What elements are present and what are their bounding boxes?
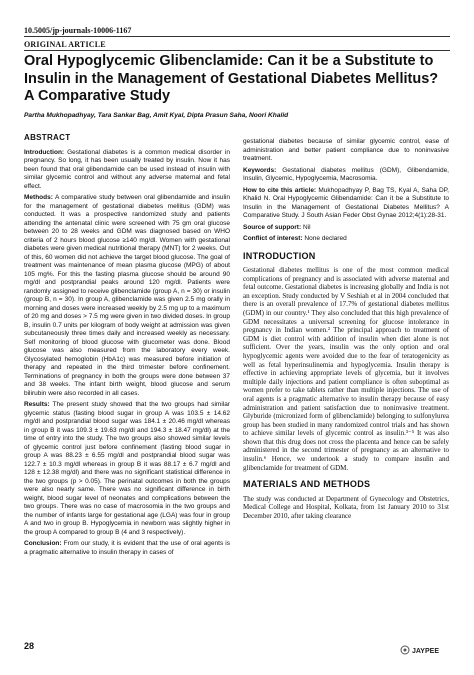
abstract-results: [24, 401, 230, 537]
results-label: Results:: [24, 401, 50, 408]
cite-text: Mukhopadhyay P, Bag TS, Kyal A, Saha DP, Khalid N. Oral Hypoglycemic Glibendamide: Can it be a Substitute to Insulin in the Management of Gestational Diabetes Mellitus? A Comparative Study. J South Asian Feder Obst Gynae 2012;4(1):28-31.: [243, 186, 449, 219]
abstract-conclusion: [24, 540, 230, 557]
conflict-text: None declared: [304, 235, 347, 242]
introduction-body: Gestational diabetes mellitus is one of the most common medical complications of pregnancy and is associated with adverse maternal and fetal outcome. Gestational diabetes is increasing globally and India is not an exception. Study conducted by V Seshiah et al in 2004 concluded that there is an overall prevalence of 17.7% of gestational diabetes mellitus (GDM) in our country.¹ They also concluded that this high prevalence of GDM necessitates a universal screening for glucose intolerance in pregnancy in Indian women.² The principal approach to treatment of GDM is diet control with addition of insulin when diet alone is not sufficient. Over the years, insulin was the only option and oral hypoglycemic agents were avoided due to the fear of teratogenicity as well as fetal hyperinsulinemia and hypoglycemia. Insulin therapy is effective in achieving appropriate levels of glycemia, but it involves multiple daily injections and patient compliance is often suboptimal as women prefer to take tablets rather than multiple injections. The use of oral agents is a pragmatic alternative to insulin therapy because of easy administration and patient satisfaction due to noninvasive treatment. Glyburide (micronized form of glibenclamide) belonging to sulfonylurea group has been studied in many randomized control trials and has shown to achieve similar levels of glycemic control as insulin.³⁻⁵ It was also shown that this drug does not cross the placenta and hence can be safely administered in the second trimester of pregnancy as an alternative to insulin.⁶ Hence, we undertook a study to compare insulin and glibenclamide for treatment of GDM.: [243, 266, 449, 472]
how-to-cite: [243, 187, 449, 221]
author-list: Partha Mukhopadhyay, Tara Sankar Bag, Amit Kyal, Dipta Prasun Saha, Noori Khalid: [24, 112, 289, 119]
methods-text: A comparative study between oral glibendamide and insulin for the management of gestational diabetes mellitus (GDM) was conducted. It was a prospective randomized study and patients attending the antenatal clinic were screened with 75 gm oral glucose between 20 to 28 weeks and GDM was diagnosed based on WHO criteria of 2 hours blood glucose ≥140 mg/dl. Women with gestational diabetes were given medical nutritional therapy (MNT) for 2 weeks. Out of this, 60 women did not achieve the target blood glucose. The goal of treatment was maintenance of mean plasma glucose (MPG) of about 105 mg%. For this the fasting plasma glucose should be around 90 mg/dl and postprandial peaks around 120 mg/dl. Patients were randomly assigned to receive glibenclamide (group A, n = 30) or insulin (group B, n = 30). In group A, glibenclamide was given 2.5 mg orally in morning and doses were increased weekly by 2.5 mg up to a maximum of 20 mg and doses > 7.5 mg were given in two divided doses. In group B, insulin 0.7 units per kilogram of body weight at admission was given subcutaneously three times daily and increased weekly as necessary. Self monitoring of blood glucose with glucometer was done. Blood glucose was also measured from the laboratory every week. Glycosylated hemoglobin (HbA1c) was measured before initiation of therapy and repeated in the third trimester before confinement. Terminations of pregnancy in both the groups were done between 37 and 38 weeks. The infant birth weight, blood glucose and serum bilirubin were also recorded in all cases.: [24, 194, 230, 397]
keywords-label: Keywords:: [243, 166, 277, 174]
abstract-heading: ABSTRACT: [24, 133, 71, 142]
conclusion-continued: gestational diabetes because of similar glycemic control, ease of administration and better patient compliance due to noninvasive treatment.: [243, 138, 449, 162]
publisher-logo-icon: [400, 645, 410, 655]
materials-heading: MATERIALS AND METHODS: [243, 479, 371, 490]
results-text: The present study showed that the two groups had similar glycemic status (fasting blood sugar in group A was 103.5 ± 14.62 mg/dl and postprandial blood sugar was 184.1 ± 20.46 mg/dl whereas in group B it was 109.3 ± 19.63 mg/dl and 194.3 ± 18.47 mg/dl) at the time of entry into the study. The two groups also showed similar levels of glycemic control just before confinement (fasting blood sugar in group A was 88.23 ± 6.55 mg/dl and postprandial blood sugar was 122.7 ± 10.3 mg/dl whereas in group B it was 88.17 ± 6.7 mg/dl and 128 ± 12.38 mg/dl) and there was no significant statistical difference in the two groups (p > 0.05). The perinatal outcomes in both the groups were also nearly same. There was no significant difference in birth weight, blood sugar level of neonates and complications between the two groups. There was no case of macrosomia in the two groups and the number of infants large for gestational age (LGA) was four in group A and two in group B. Hypoglycemia in newborn was slightly higher in the group A compared to group B (4 and 3 respectively).: [24, 401, 230, 536]
introduction-text: Gestational diabetes is a common medical disorder in pregnancy. So long, it has been usually treated by insulin. Now it has been found that oral glibendamide can be used instead of insulin with similar glycemic control and without any adverse maternal and fetal effect.: [24, 148, 230, 190]
publisher-name: JAYPEE: [412, 648, 439, 655]
introduction-heading: INTRODUCTION: [243, 250, 316, 261]
article-type-badge: ORIGINAL ARTICLE: [24, 40, 106, 49]
methods-label: Methods:: [24, 194, 53, 201]
abstract-methods: [24, 194, 230, 398]
conflict-label: Conflict of interest:: [243, 235, 303, 242]
keywords: [243, 167, 449, 184]
cite-label: How to cite this article:: [243, 186, 317, 194]
right-column: [243, 138, 449, 524]
left-column: [24, 130, 230, 560]
abstract-introduction: [24, 149, 230, 192]
conclusion-label: Conclusion:: [24, 540, 62, 547]
page-number: 28: [24, 641, 35, 651]
rule-top: [24, 36, 450, 37]
rule-under-badge: [24, 50, 450, 51]
conclusion-text: From our study, it is evident that the use of oral agents is a pragmatic alternative to insulin therapy in cases of: [24, 540, 230, 556]
source-of-support: [243, 224, 449, 233]
support-text: Nil: [302, 223, 311, 231]
support-label: Source of support:: [243, 223, 302, 231]
doi: 10.5005/jp-journals-10006-1167: [24, 26, 132, 35]
conflict-of-interest: [243, 235, 449, 244]
introduction-label: Introduction:: [24, 148, 65, 156]
keywords-text: Gestational diabetes mellitus (GDM), Glibendamide, Insulin, Glycemic, Hypoglycemia, Macrosomia.: [243, 166, 449, 182]
materials-body: The study was conducted at Department of Gynecology and Obstetrics, Medical College and Hospital, Kolkata, from 1st January 2010 to 31st December 2010, after taking clearance: [243, 494, 449, 520]
article-title: Oral Hypoglycemic Glibenclamide: Can it be a Substitute to Insulin in the Management of Gestational Diabetes Mellitus? A Comparative Study: [24, 53, 439, 104]
